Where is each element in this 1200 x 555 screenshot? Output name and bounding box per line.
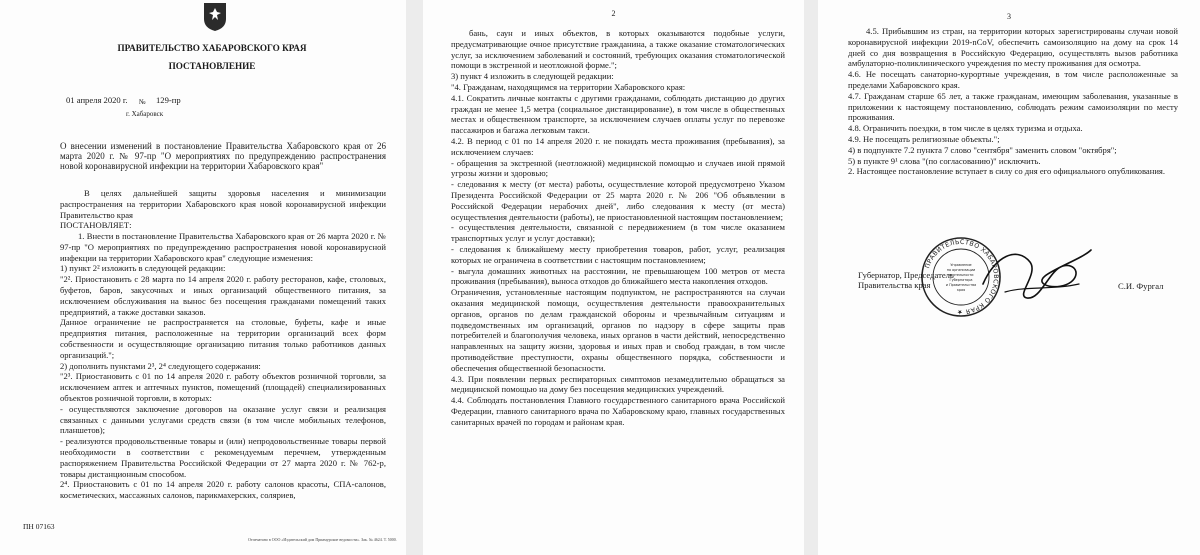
svg-text:деятельности: деятельности <box>948 273 974 277</box>
document-page-1 <box>0 0 406 555</box>
number-sign: № <box>139 98 146 106</box>
printer-note: Отпечатано в ООО «Издательский дом Приамурские ведомости». Зак. № 4624. Т. 5000. <box>248 537 397 542</box>
header-subtitle: ПОСТАНОВЛЕНИЕ <box>168 61 256 71</box>
document-number: 129-пр <box>156 95 181 105</box>
handwritten-signature-icon <box>975 236 1095 316</box>
svg-text:Губернатора: Губернатора <box>949 278 973 282</box>
page-gap <box>406 0 423 555</box>
signer-title: Губернатор, Председатель Правительства края <box>858 270 954 290</box>
svg-text:по организации: по организации <box>946 268 976 272</box>
page-gap <box>804 0 818 555</box>
svg-text:и Правительства: и Правительства <box>945 283 977 287</box>
page-1-body: 1. Внести в постановление Правительства Хабаровского края от 26 марта 2020 г. № 97-пр "О мероприятиях по предупреждению распространения новой коронавирусной инфекции на территории Хабаровского края" следующие изменения: 1) пункт 2² изложить в следующей редакции: "2². Приостановить с 28 марта по 14 апреля 2020 г. работу ресторанов, кафе, столовых, буфетов, баров, закусочных и иных организаций общественного питания, за исключением обслуживания на вынос без посещения гражданами помещений таких предприятий, а также доставки заказов. Данное ограничение не распространяется на столовые, буфеты, кафе и иные предприятия питания, расположенные на территории организаций всех форм собственности и осуществляющие организацию питания только работников данных организаций."; 2) дополнить пунктами 2³, 2⁴ следующего содержания: "2³. Приостановить с 01 по 14 апреля 2020 г. работу объектов розничной торговли, за исключением аптек и аптечных пунктов, помещений (площадей) специализированных объектов розничной торговли, в которых: - осуществляются заключение договоров на оказание услуг связи и реализация связанных с данными услугами средств связи (в том числе мобильных телефонов, планшетов); - реализуются продовольственные товары и (или) непродовольственные товары первой необходимости в соответствии с рекомендуемым перечнем, утвержденным распоряжением Правительства Российской Федерации от 27 марта 2020 г. № 762-р, товары дистанционным способом. 2⁴. Приостановить с 01 по 14 апреля 2020 г. работу салонов красоты, СПА-салонов, косметических, массажных салонов, парикмахерских, соляриев, <box>60 231 386 501</box>
document-date: 01 апреля 2020 г. <box>66 95 128 105</box>
intro-paragraph: В целях дальнейшей защиты здоровья населения и минимизации распространения на территории Хабаровского края новой коронавирусной инфекции Правительство края <box>60 188 386 220</box>
page-number: 3 <box>1007 12 1011 21</box>
svg-text:Управление: Управление <box>950 263 972 267</box>
resolves-heading: ПОСТАНОВЛЯЕТ: <box>60 220 132 230</box>
coat-of-arms-icon <box>203 2 227 32</box>
footer-code: ПН 07163 <box>23 522 55 531</box>
document-title: О внесении изменений в постановление Правительства Хабаровского края от 26 марта 2020 г. № 97-пр "О мероприятиях по предупреждению распространения новой коронавирусной инфекции на территории Хабаровского края" <box>60 141 386 171</box>
svg-text:ПРАВИТЕЛЬСТВО ХАБАРОВСКОГО КРА: ПРАВИТЕЛЬСТВО ХАБАРОВСКОГО КРАЯ ★ <box>924 238 1000 316</box>
page-3-body: 4.5. Прибывшим из стран, на территории которых зарегистрированы случаи новой коронавирусной инфекции 2019-nCoV, обеспечить самоизоляцию на дому на срок 14 дней со дня возвращения в Российскую Федерацию, осуществлять вызов работника амбулаторно-поликлинического учреждения по месту проживания для осмотра. 4.6. Не посещать санаторно-курортные учреждения, в том числе расположенные за пределами Хабаровского края. 4.7. Гражданам старше 65 лет, а также гражданам, имеющим заболевания, указанные в приложении к настоящему постановлению, соблюдать режим самоизоляции по месту проживания. 4.8. Ограничить поездки, в том числе в целях туризма и отдыха. 4.9. Не посещать религиозные объекты."; 4) в подпункте 7.2 пункта 7 слово "сентября" заменить словом "октября"; 5) в пункте 9¹ слова "(по согласованию)" исключить. 2. Настоящее постановление вступает в силу со дня его официального опубликования. <box>848 26 1178 177</box>
document-page-2 <box>423 0 804 555</box>
signer-name: С.И. Фургал <box>1118 281 1164 291</box>
document-city: г. Хабаровск <box>126 110 164 118</box>
header-title: ПРАВИТЕЛЬСТВО ХАБАРОВСКОГО КРАЯ <box>117 43 307 53</box>
page-2-body: бань, саун и иных объектов, в которых оказываются подобные услуги, предусматривающие очное присутствие гражданина, а также оказание стоматологических услуг, за исключением заболеваний и состояний, требующих оказания стоматологической помощи в экстренной и неотложной форме."; 3) пункт 4 изложить в следующей редакции: "4. Гражданам, находящимся на территории Хабаровского края: 4.1. Сократить личные контакты с другими гражданами, соблюдать дистанцию до других граждан не менее 1,5 метра (социальное дистанцирование), в том числе в общественных местах и общественном транспорте, за исключением случаев оплаты услуг по перевозке пассажиров и багажа легковым такси. 4.2. В период с 01 по 14 апреля 2020 г. не покидать места проживания (пребывания), за исключением случаев: - обращения за экстренной (неотложной) медицинской помощью и случаев иной прямой угрозы жизни и здоровью; - следования к месту (от места) работы, осуществление которой предусмотрено Указом Президента Российской Федерации от 25 марта 2020 г. № 206 "Об объявлении в Российской Федерации нерабочих дней", либо следования к месту (от места) осуществления деятельности (работы), не приостановленной настоящим постановлением; - осуществления деятельности, связанной с передвижением (в том числе оказанием транспортных услуг и услуг доставки); - следования к ближайшему месту приобретения товаров, работ, услуг, реализация которых не ограничена в соответствии с настоящим постановлением; - выгула домашних животных на расстоянии, не превышающем 100 метров от места проживания (пребывания), выноса отходов до ближайшего места накопления отходов. Ограничения, установленные настоящим подпунктом, не распространяются на случаи оказания медицинской помощи, осуществления деятельности правоохранительных органов, органов по делам гражданской обороны и чрезвычайным ситуациям и подведомственных им организаций, органов по надзору в сфере защиты прав потребителей и благополучия человека, иных органов в части действий, непосредственно направленных на защиту жизни, здоровья и иных прав и свобод граждан, в том числе противодействие преступности, охраны общественного порядка, собственности и обеспечения общественной безопасности. 4.3. При появлении первых респираторных симптомов незамедлительно обращаться за медицинской помощью на дому без посещения медицинских учреждений. 4.4. Соблюдать постановления Главного государственного санитарного врача Российской Федерации, главного санитарного врача по Хабаровскому краю, главных государственных санитарных врачей по городам и районам края. <box>451 28 785 427</box>
svg-text:края: края <box>956 288 966 292</box>
page-number: 2 <box>611 9 616 18</box>
